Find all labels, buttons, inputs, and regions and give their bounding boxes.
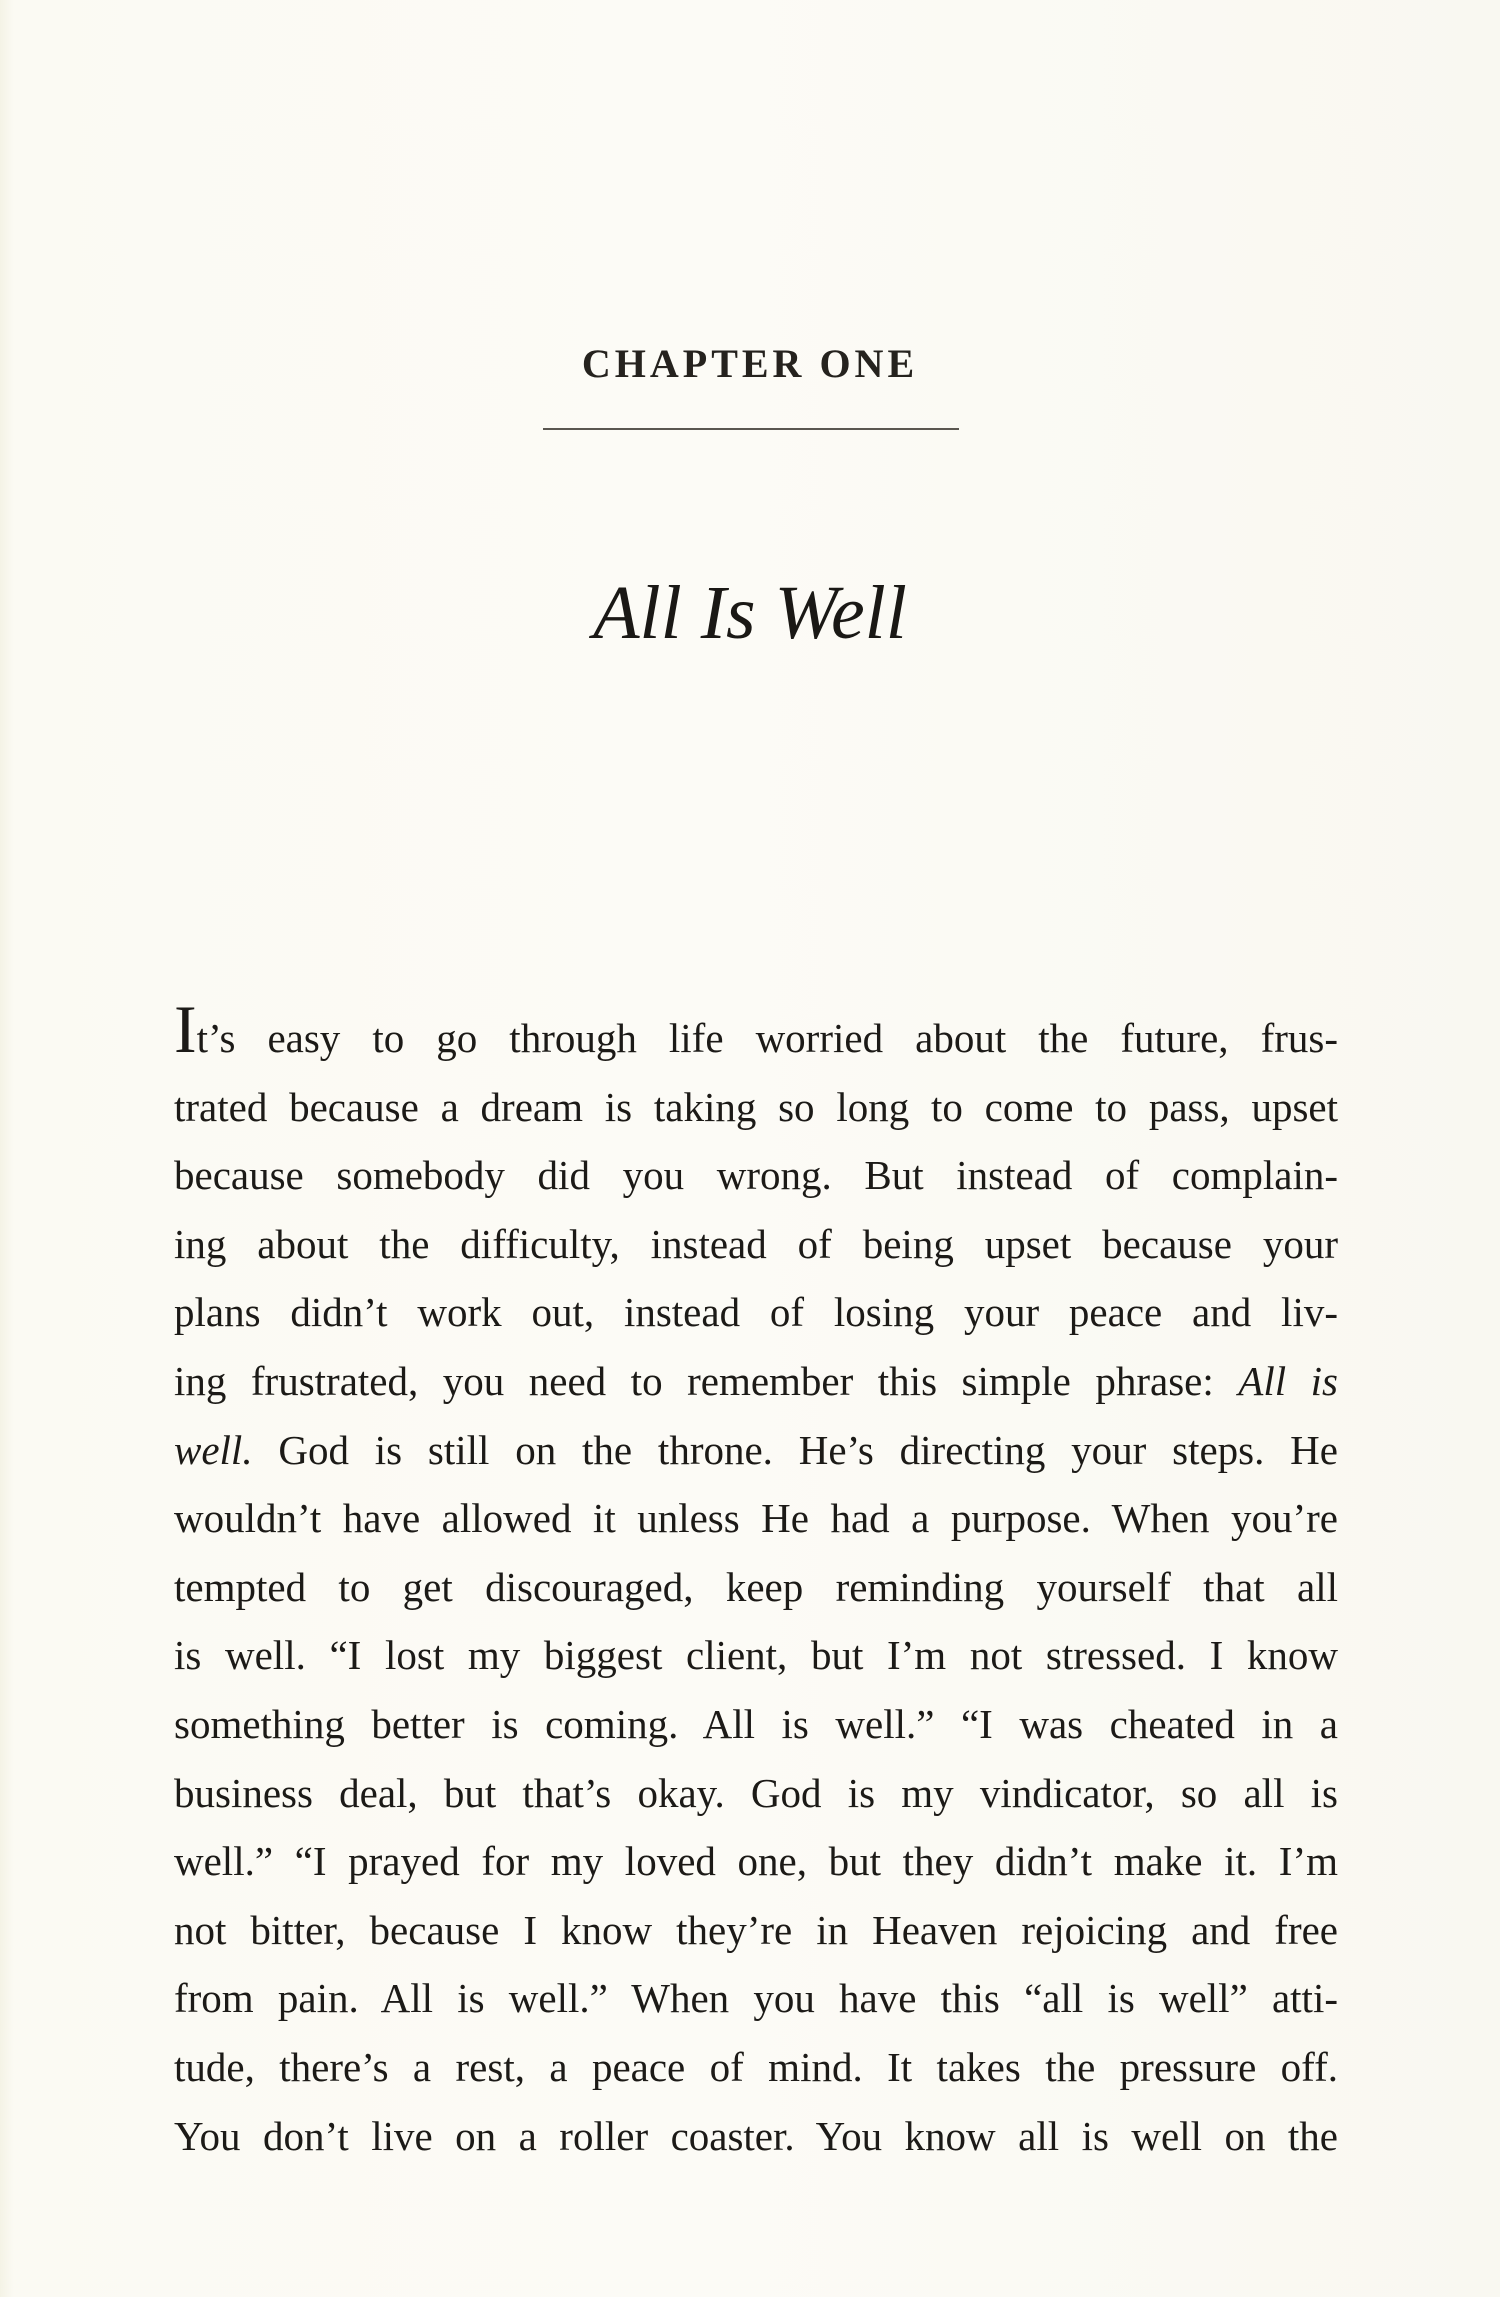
body-line: something better is coming. All is well.” “I was cheated in a <box>174 1700 1338 1747</box>
body-line: trated because a dream is taking so long to come to pass, upset <box>174 1083 1338 1130</box>
body-line: from pain. All is well.” When you have this “all is well” atti- <box>174 1975 1338 2022</box>
chapter-title: All Is Well <box>593 571 907 655</box>
body-line-text: ing frustrated, you need to remember this simple phrase: <box>174 1357 1214 1404</box>
body-line: ing about the difficulty, instead of being upset because your <box>174 1220 1338 1267</box>
body-line: because somebody did you wrong. But instead of complain- <box>174 1152 1338 1199</box>
body-line: wouldn’t have allowed it unless He had a purpose. When you’re <box>174 1495 1338 1542</box>
italic-phrase: All is <box>1238 1357 1338 1404</box>
body-line: business deal, but that’s okay. God is my vindicator, so all is <box>174 1769 1338 1816</box>
body-line-text: God is still on the throne. He’s directing your steps. He <box>278 1426 1338 1473</box>
body-line: not bitter, because I know they’re in Heaven rejoicing and free <box>174 1906 1338 1953</box>
body-line <box>174 991 1338 1073</box>
body-line: tude, there’s a rest, a peace of mind. It takes the pressure off. <box>174 2043 1338 2090</box>
body-line <box>174 1416 1338 1485</box>
body-line: You don’t live on a roller coaster. You know all is well on the <box>174 2112 1338 2159</box>
body-line: is well. “I lost my biggest client, but I’m not stressed. I know <box>174 1632 1338 1679</box>
chapter-label: CHAPTER ONE <box>581 341 919 386</box>
body-paragraph <box>174 991 1338 2170</box>
body-line: plans didn’t work out, instead of losing your peace and liv- <box>174 1289 1338 1336</box>
body-line <box>174 1347 1338 1416</box>
italic-phrase: well. <box>174 1426 253 1473</box>
body-line-text: t’s easy to go through life worried about the future, frus- <box>196 1015 1338 1061</box>
drop-cap: I <box>174 991 197 1067</box>
chapter-rule <box>543 428 959 430</box>
body-line: tempted to get discouraged, keep reminding yourself that all <box>174 1563 1338 1610</box>
body-line: well.” “I prayed for my loved one, but they didn’t make it. I’m <box>174 1838 1338 1885</box>
